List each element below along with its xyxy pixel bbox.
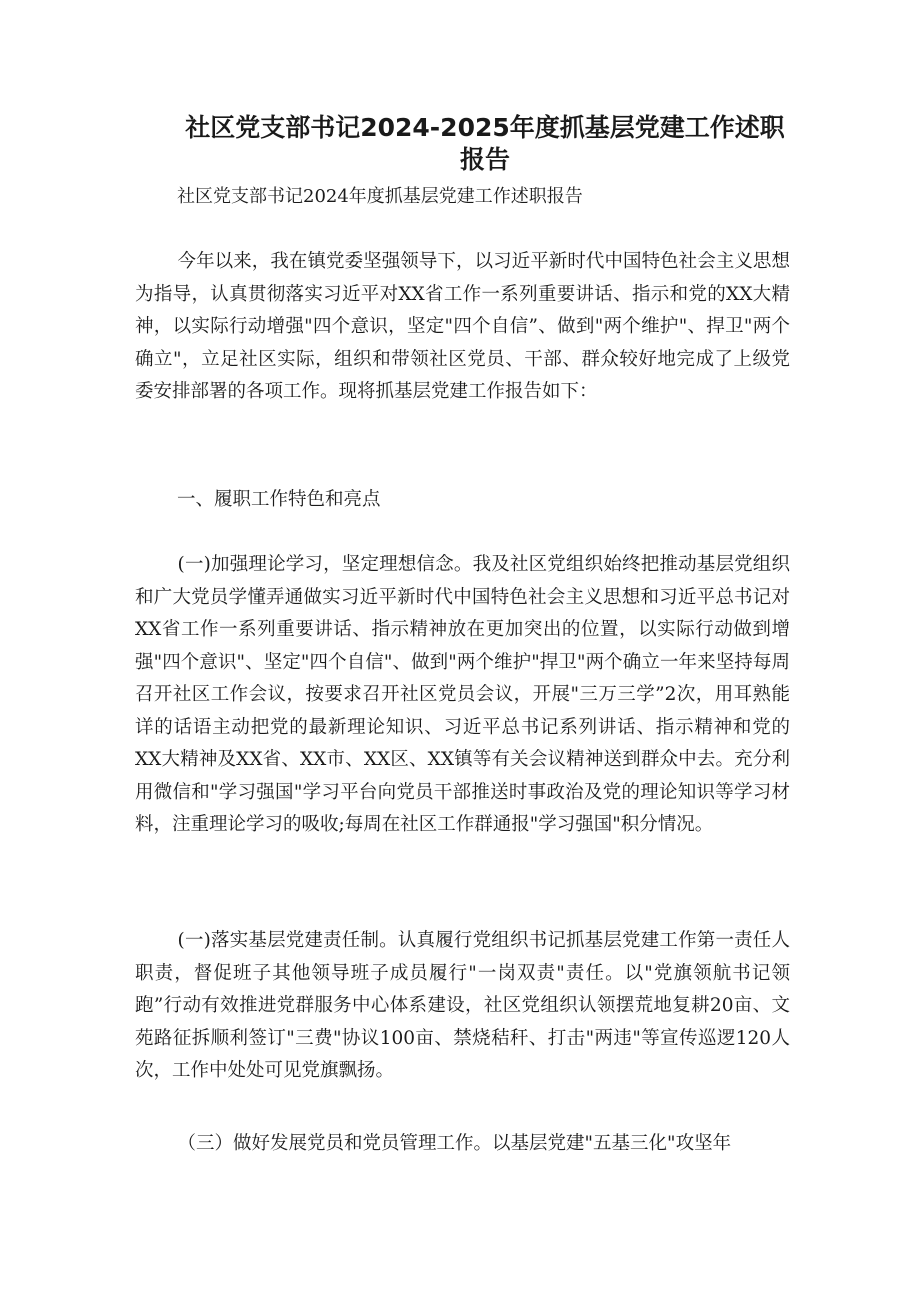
section-heading-1: 一、履职工作特色和亮点 xyxy=(177,489,381,510)
document-title: 社区党支部书记2024-2025年度抓基层党建工作述职报告 xyxy=(185,113,785,174)
paragraph-1: (一)加强理论学习，坚定理想信念。我及社区党组织始终把推动基层党组织和广大党员学懂弄通做实习近平新时代中国特色社会主义思想和习近平总书记对XX省工作一系列重要讲话、指示精神放在更加突出的位置，以实际行动做到增强"四个意识"、坚定"四个自信"、做到"两个维护"捍卫"两个确立一年来坚持每周召开社区工作会议，按要求召开社区党员会议，开展"三万三学”2次，用耳熟能详的话语主动把党的最新理论知识、习近平总书记系列讲话、指示精神和党的XX大精神及XX省、XX市、XX区、XX镇等有关会议精神送到群众中去。充分利用微信和"学习强国"学习平台向党员干部推送时事政治及党的理论知识等学习材料，注重理论学习的吸收;每周在社区工作群通报"学习强国"积分情况。 xyxy=(135,554,790,835)
paragraph-3: （三）做好发展党员和党员管理工作。以基层党建"五基三化"攻坚年 xyxy=(177,1133,732,1154)
paragraph-2: (一)落实基层党建责任制。认真履行党组织书记抓基层党建工作第一责任人职责，督促班子其他领导班子成员履行"一岗双责"责任。以"党旗领航书记领跑”行动有效推进党群服务中心体系建设，社区党组织认领摆荒地复耕20亩、文苑路征拆顺利签订"三费"协议100亩、禁烧秸秆、打击"两违"等宣传巡逻120人次，工作中处处可见党旗飘扬。 xyxy=(135,930,790,1081)
intro-paragraph: 今年以来，我在镇党委坚强领导下，以习近平新时代中国特色社会主义思想为指导，认真贯彻落实习近平对XX省工作一系列重要讲话、指示和党的XX大精神，以实际行动增强"四个意识，坚定"四个自信”、做到"两个维护"、捍卫"两个确立"，立足社区实际，组织和带领社区党员、干部、群众较好地完成了上级党委安排部署的各项工作。现将抓基层党建工作报告如下： xyxy=(135,251,790,402)
document-subtitle: 社区党支部书记2024年度抓基层党建工作述职报告 xyxy=(177,186,583,207)
